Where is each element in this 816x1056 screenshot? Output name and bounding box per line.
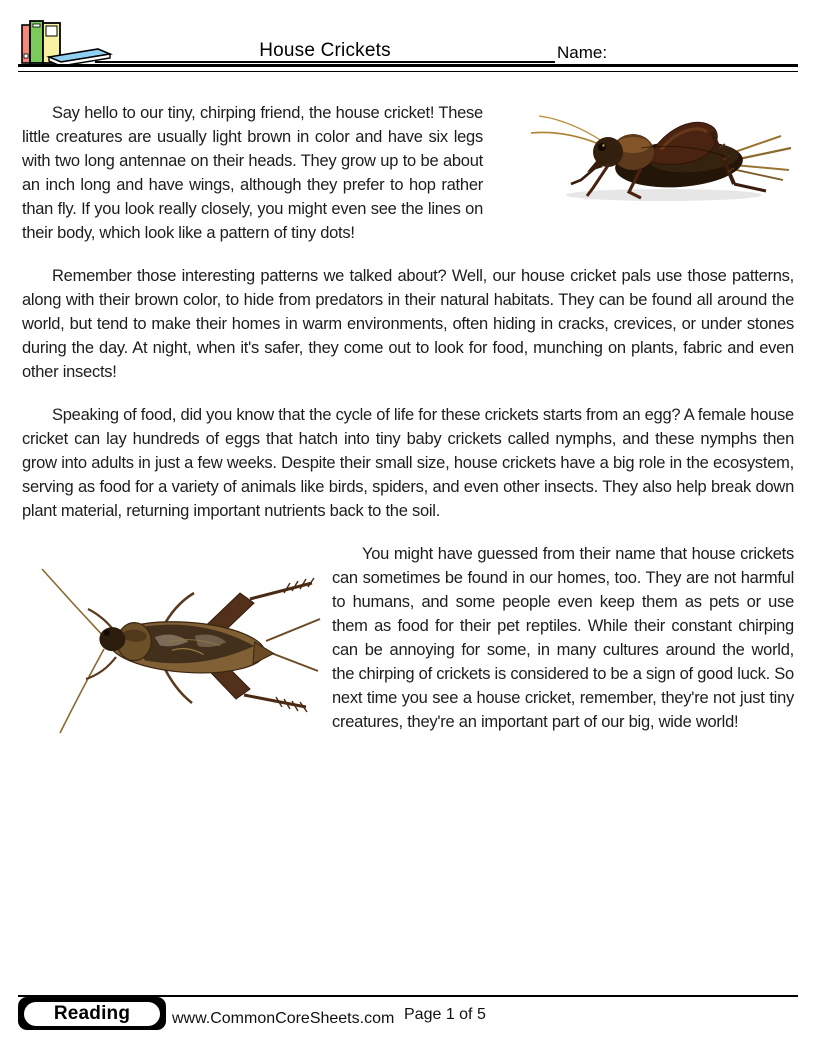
header-rule-thick [18,64,798,67]
page-title: House Crickets [259,40,391,61]
page-number: Page 1 of 5 [404,1006,486,1023]
paragraph-1-text: Say hello to our tiny, chirping friend, the house cricket! These little creatures are usually light brown in color and have six legs with two long antennae on their heads. They grow up to be about an inch long and have wings, although they prefer to hop rather than fly. If you look really closely, you might even see the lines on their body, which look like a pattern of tiny dots! [22,104,483,242]
house-cricket-side-view-photo [483,101,794,223]
name-label: Name: [557,43,608,62]
worksheet-type-badge-label: Reading [24,1002,160,1026]
title-underline [95,61,555,63]
header-rule-thin [18,71,798,72]
paragraph-block-1 [22,101,794,264]
paragraph-3-text: Speaking of food, did you know that the cycle of life for these crickets starts from an egg? A female house cricket can lay hundreds of eggs that hatch into tiny baby crickets called nymphs, and these nymphs then grow into adults in just a few weeks. Despite their small size, house crickets have a big role in the ecosystem, serving as food for a variety of animals like birds, spiders, and even other insects. They also help break down plant material, returning important nutrients back to the soil. [22,406,794,520]
house-cricket-top-view-photo [22,542,332,760]
reading-passage [22,101,794,760]
paragraph-block-4 [22,542,794,760]
paragraph-4-text: You might have guessed from their name that house crickets can sometimes be found in our homes, too. They are not harmful to humans, and some people even keep them as pets or use them as food for their pet reptiles. While their constant chirping can be annoying for some, in many cultures around the world, the chirping of crickets is considered to be a sign of good luck. So next time you see a house cricket, remember, they're not just tiny creatures, they're an important part of our big, wide world! [332,545,794,731]
worksheet-type-badge [18,997,166,1030]
website-text: www.CommonCoreSheets.com [172,1010,395,1027]
paragraph-2-text: Remember those interesting patterns we talked about? Well, our house cricket pals use those patterns, along with their brown color, to hide from predators in their natural habitats. They can be found all around the world, but tend to make their homes in warm environments, often hiding in cracks, crevices, or under stones during the day. At night, when it's safer, they come out to look for food, munching on plants, fabric and even other insects! [22,267,794,381]
